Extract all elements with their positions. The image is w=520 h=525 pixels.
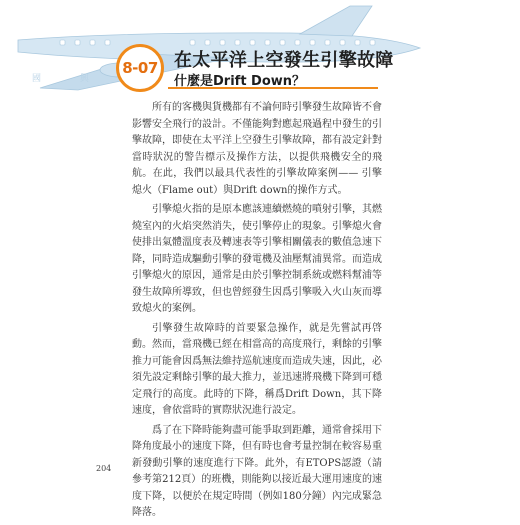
section-title: 在太平洋上空發生引擎故障: [174, 50, 394, 71]
paragraph-1: 所有的客機與貨機都有不論何時引擎發生故障皆不會影響安全飛行的設計。不僅能夠對應起飛過程中發生的引擎故障，即使在太平洋上空發生引擎故障，都有設定針對當時狀況的警告標示及操作方法，以提供飛機安全的飛航。在此，我們以最具代表性的引擎故障案例—— 引擎熄火（Flame out）與Drift down的操作方式。: [132, 102, 382, 196]
watermark-text: 國 興: [32, 74, 107, 84]
section-number-badge: [116, 44, 164, 92]
paragraph-4: 爲了在下降時能夠盡可能爭取到距離，通常會採用下降角度最小的速度下降，但有時也會考量控制在較容易重新發動引擎的速度進行下降。此外，有ETOPS認證（請參考第212頁）的班機，則能夠以接近最大運用速度的速度下降，以便於在規定時間（例如180分鐘）內完成緊急降落。: [132, 424, 382, 518]
section-number: 8-07: [122, 59, 158, 77]
section-subtitle: 什麼是Drift Down？: [174, 74, 306, 89]
paragraph-2: 引擎熄火指的是原本應該連續燃燒的噴射引擎，其燃燒室內的火焰突然消失，使引擎停止的現象。引擎熄火會使排出氣體溫度表及轉速表等引擎相關儀表的數值急速下降，同時造成驅動引擎的發電機及油壓幫浦異常。而造成引擎熄火的原因，通常是由於引擎控制系統或燃料幫浦等發生故障所導致，但也曾經發生因爲引擎吸入火山灰而導致熄火的案例。: [132, 204, 382, 314]
body-text: [132, 100, 382, 525]
page-number: 204: [96, 464, 112, 473]
paragraph-3: 引擎發生故障時的首要緊急操作，就是先嘗試再啓動。然而，當飛機已經在相當高的高度飛行，剩餘的引擎推力可能會因爲無法維持巡航速度而造成失速，因此，必須先設定剩餘引擎的最大推力，並迅速將飛機下降到可穩定飛行的高度。此時的下降，稱爲Drift Down，其下降速度，會依當時的實際狀況進行設定。: [132, 322, 382, 416]
